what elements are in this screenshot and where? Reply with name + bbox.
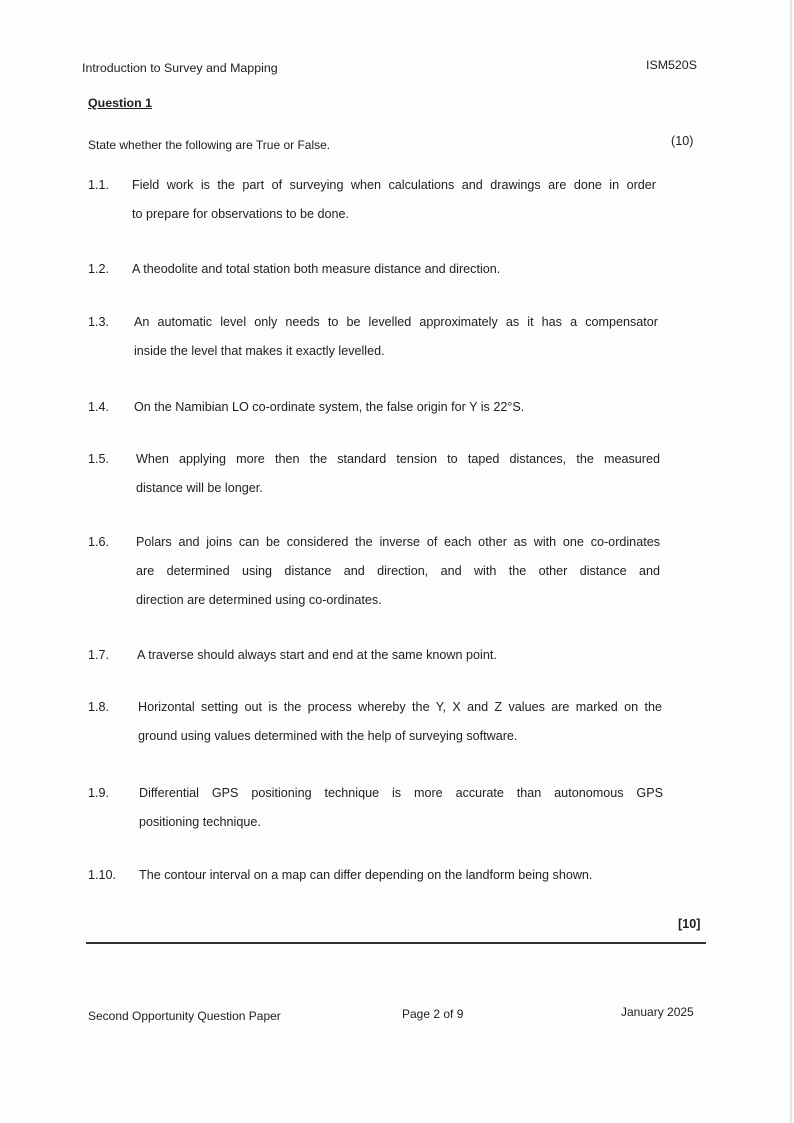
item-number: 1.1. [88, 178, 110, 192]
question-marks: (10) [671, 134, 694, 148]
item-number: 1.4. [88, 400, 110, 414]
footer-date: January 2025 [621, 1005, 694, 1019]
instruction: State whether the following are True or False. [88, 138, 331, 152]
item-text-line: An automatic level only needs to be levelled approximately as it has a compensator [134, 315, 658, 329]
item-number: 1.2. [88, 262, 110, 276]
item-text-line: to prepare for observations to be done. [132, 207, 350, 221]
item-text-line: direction are determined using co-ordinates. [136, 593, 382, 607]
item-number: 1.6. [88, 535, 110, 549]
item-text-line: Polars and joins can be considered the inverse of each other as with one co-ordinates [136, 535, 660, 549]
item-text-line: When applying more then the standard tension to taped distances, the measured [136, 452, 660, 466]
item-text-line: are determined using distance and direction, and with the other distance and [136, 564, 660, 578]
item-number: 1.9. [88, 786, 110, 800]
item-text-line: inside the level that makes it exactly levelled. [134, 344, 385, 358]
item-number: 1.3. [88, 315, 110, 329]
question-title: Question 1 [88, 96, 153, 110]
page-number: Page 2 of 9 [402, 1007, 464, 1021]
item-number: 1.8. [88, 700, 110, 714]
item-text-line: A theodolite and total station both measure distance and direction. [132, 262, 501, 276]
scan-edge [790, 0, 792, 1123]
item-text-line: Horizontal setting out is the process whereby the Y, X and Z values are marked on the [138, 700, 662, 714]
item-text-line: A traverse should always start and end at the same known point. [137, 648, 497, 662]
divider [86, 942, 706, 944]
course-code: ISM520S [646, 58, 697, 72]
item-text-line: Differential GPS positioning technique is more accurate than autonomous GPS [139, 786, 663, 800]
item-text-line: Field work is the part of surveying when calculations and drawings are done in order [132, 178, 656, 192]
item-text-line: ground using values determined with the help of surveying software. [138, 729, 518, 743]
course-title: Introduction to Survey and Mapping [82, 61, 278, 75]
item-text-line: positioning technique. [139, 815, 261, 829]
item-number: 1.7. [88, 648, 110, 662]
item-text-line: On the Namibian LO co-ordinate system, the false origin for Y is 22°S. [134, 400, 525, 414]
footer-left: Second Opportunity Question Paper [88, 1009, 281, 1023]
item-text-line: The contour interval on a map can differ depending on the landform being shown. [139, 868, 593, 882]
item-number: 1.5. [88, 452, 110, 466]
item-text-line: distance will be longer. [136, 481, 263, 495]
item-number: 1.10. [88, 868, 117, 882]
total-marks: [10] [678, 917, 701, 931]
